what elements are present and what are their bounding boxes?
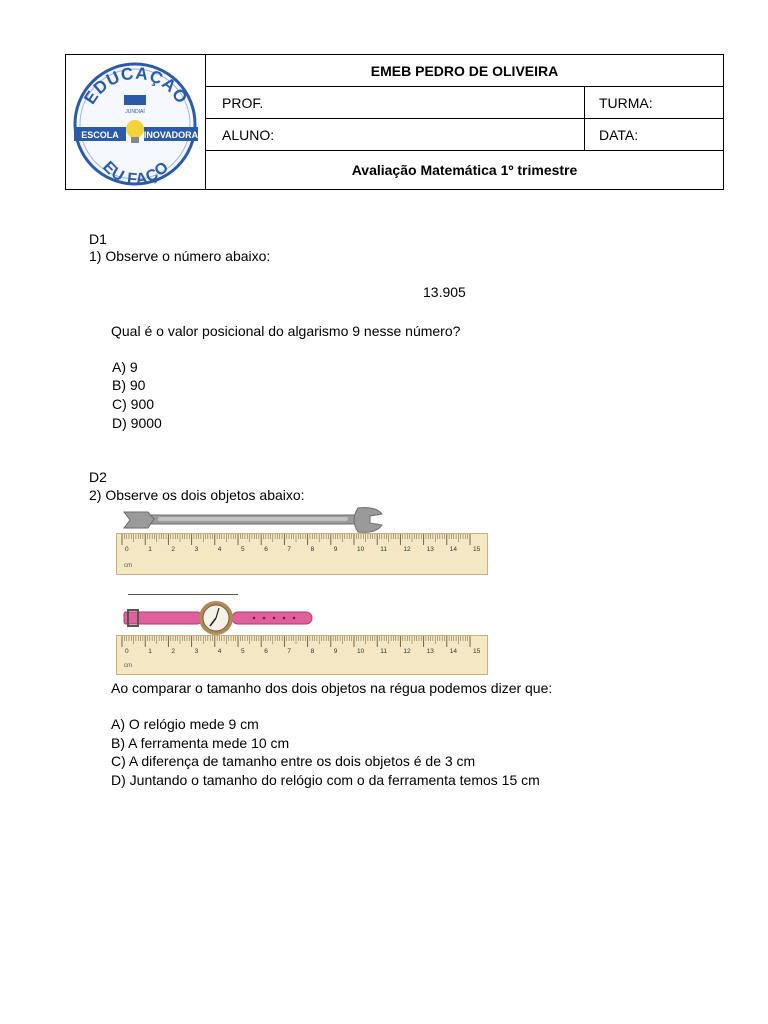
ruler-number: 4: [217, 648, 222, 655]
q1-prompt: 1) Observe o número abaixo:: [89, 248, 271, 264]
ruler-number: 6: [264, 546, 268, 553]
ruler-number: 8: [310, 546, 315, 553]
q2-prompt: 2) Observe os dois objetos abaixo:: [89, 487, 305, 503]
prof-field[interactable]: PROF.: [206, 87, 585, 118]
ruler-number: 10: [357, 648, 365, 655]
q2-question: Ao comparar o tamanho dos dois objetos na régua podemos dizer que:: [111, 680, 553, 696]
q1-option-b[interactable]: B) 90: [112, 377, 146, 393]
ruler-number: 12: [403, 546, 411, 553]
ruler-number: 3: [194, 648, 199, 655]
q1-option-c[interactable]: C) 900: [112, 396, 155, 412]
watch-icon: [118, 600, 318, 638]
q2-code: D2: [89, 469, 107, 485]
q2-option-c[interactable]: C) A diferença de tamanho entre os dois objetos é de 3 cm: [111, 753, 476, 769]
school-row: [206, 55, 723, 87]
ruler-number: 7: [287, 648, 292, 655]
ruler-number: 0: [125, 648, 129, 655]
ruler-number: 5: [241, 648, 245, 655]
ruler-number: 6: [264, 648, 268, 655]
logo-city: JUNDIAÍ: [125, 109, 145, 115]
ruler-number: 14: [449, 546, 458, 553]
header-table: [65, 54, 724, 190]
ruler-number: 7: [287, 546, 292, 553]
logo-right-badge: INOVADORA: [143, 130, 199, 140]
logo-bottom-text: EU FAÇO: [99, 158, 173, 189]
ruler-bottom-unit: cm: [124, 663, 132, 669]
logo-top-text: EDUCAÇÃO: [80, 63, 192, 108]
ruler-number: 11: [380, 546, 387, 553]
ruler-number: 15: [473, 648, 481, 655]
turma-field[interactable]: TURMA:: [599, 94, 653, 111]
aluno-field[interactable]: ALUNO:: [206, 119, 585, 150]
student-row: [206, 119, 723, 151]
ruler-number: 2: [171, 546, 176, 553]
wrench-icon: [118, 504, 388, 536]
ruler-number: 14: [449, 648, 458, 655]
school-logo: [66, 55, 206, 189]
ruler-number: 8: [310, 648, 315, 655]
ruler-number: 1: [148, 648, 152, 655]
q1-code: D1: [89, 231, 107, 247]
ruler-bottom: [116, 635, 488, 675]
logo-left-badge: ESCOLA: [81, 130, 119, 140]
education-logo-icon: [66, 55, 204, 189]
q1-number: 13.905: [423, 284, 466, 300]
q1-option-d[interactable]: D) 9000: [112, 415, 162, 431]
school-name: EMEB PEDRO DE OLIVEIRA: [370, 62, 559, 79]
ruler-number: 9: [333, 648, 338, 655]
ruler-number: 3: [194, 546, 199, 553]
ruler-number: 2: [171, 648, 176, 655]
ruler-top: [116, 533, 488, 575]
q1-question: Qual é o valor posicional do algarismo 9 nesse número?: [111, 323, 461, 339]
q1-option-a[interactable]: A) 9: [112, 359, 138, 375]
ruler-number: 13: [426, 546, 434, 553]
divider-line: [128, 594, 238, 595]
ruler-number: 12: [403, 648, 411, 655]
ruler-top-unit: cm: [124, 563, 132, 569]
lightbulb-icon: [126, 120, 144, 138]
q2-option-b[interactable]: B) A ferramenta mede 10 cm: [111, 735, 290, 751]
title-row: [206, 151, 723, 189]
data-field[interactable]: DATA:: [599, 126, 639, 143]
ruler-number: 0: [125, 546, 129, 553]
ruler-number: 13: [426, 648, 434, 655]
ruler-number: 4: [217, 546, 222, 553]
ruler-number: 15: [473, 546, 481, 553]
exam-title: Avaliação Matemática 1º trimestre: [351, 162, 578, 178]
q2-option-d[interactable]: D) Juntando o tamanho do relógio com o da ferramenta temos 15 cm: [111, 772, 540, 788]
ruler-number: 9: [333, 546, 338, 553]
ruler-number: 1: [148, 546, 152, 553]
q2-option-a[interactable]: A) O relógio mede 9 cm: [111, 716, 259, 732]
ruler-number: 10: [357, 546, 365, 553]
ruler-number: 5: [241, 546, 245, 553]
teacher-row: [206, 87, 723, 119]
ruler-number: 11: [380, 648, 387, 655]
